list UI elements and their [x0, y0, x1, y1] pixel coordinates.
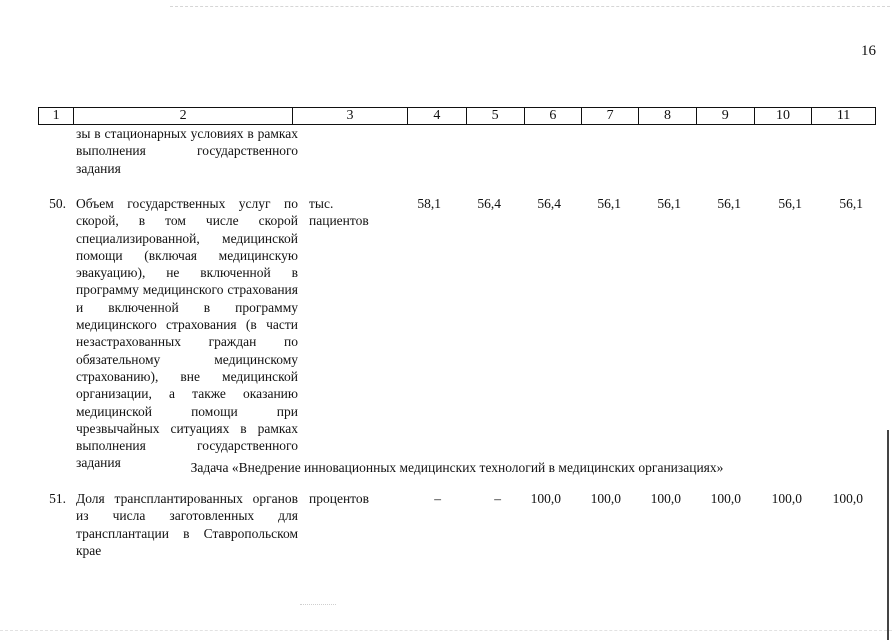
continuation-text: зы в стационарных условиях в рамках выполнения государственного задания [76, 126, 298, 176]
row-unit: процентов [309, 491, 370, 506]
row-value: 56,1 [597, 196, 621, 211]
row-value: 56,1 [717, 196, 741, 211]
page-number: 16 [861, 43, 876, 59]
row-unit: тыс. пациентов [309, 196, 369, 229]
header-cell: 6 [524, 108, 581, 124]
row-number: 50. [49, 196, 66, 211]
header-cell: 1 [52, 108, 60, 123]
scan-edge-bottom [0, 630, 892, 631]
header-cell: 10 [754, 108, 811, 124]
header-cell: 2 [73, 108, 291, 124]
header-cell: 11 [811, 108, 875, 124]
row-value: 100,0 [710, 491, 741, 506]
row-value: 56,1 [657, 196, 681, 211]
header-cell: 7 [581, 108, 638, 124]
row-number: 51. [49, 491, 66, 506]
row-value: 100,0 [530, 491, 561, 506]
row-value: 100,0 [590, 491, 621, 506]
scan-edge-top [170, 6, 890, 7]
scan-edge-right [887, 430, 889, 640]
scan-speck [300, 604, 336, 605]
header-cell: 8 [638, 108, 695, 124]
row-value: 100,0 [832, 491, 863, 506]
row-value: – [434, 491, 441, 506]
row-value: 56,1 [778, 196, 802, 211]
header-cell: 3 [292, 108, 407, 124]
header-cell: 5 [466, 108, 524, 124]
row-value: 58,1 [417, 196, 441, 211]
row-value: – [494, 491, 501, 506]
row-value: 100,0 [771, 491, 802, 506]
header-cell: 9 [696, 108, 754, 124]
row-description: Объем государственных услуг по скорой, в том числе скорой специализированной, медицинской помощи (включая медицинскую эвакуацию), не включенной в программу медицинского страхования и включенной в программу медицинского страхования (в части незастрахованных граждан по обязательному медицинскому страхованию), вне медицинской организации, а также оказанию медицинской помощи при чрезвычайных ситуациях в рамках выполнения государственного задания [76, 196, 298, 471]
task-heading: Задача «Внедрение инновационных медицинских технологий в медицинских организациях» [190, 460, 724, 475]
row-description: Доля трансплантированных органов из числа заготовленных для трансплантации в Ставропольском крае [76, 491, 298, 558]
header-cell: 4 [407, 108, 465, 124]
row-value: 56,4 [537, 196, 561, 211]
row-value: 56,4 [477, 196, 501, 211]
row-value: 100,0 [650, 491, 681, 506]
row-value: 56,1 [839, 196, 863, 211]
table-header-row [38, 107, 876, 125]
